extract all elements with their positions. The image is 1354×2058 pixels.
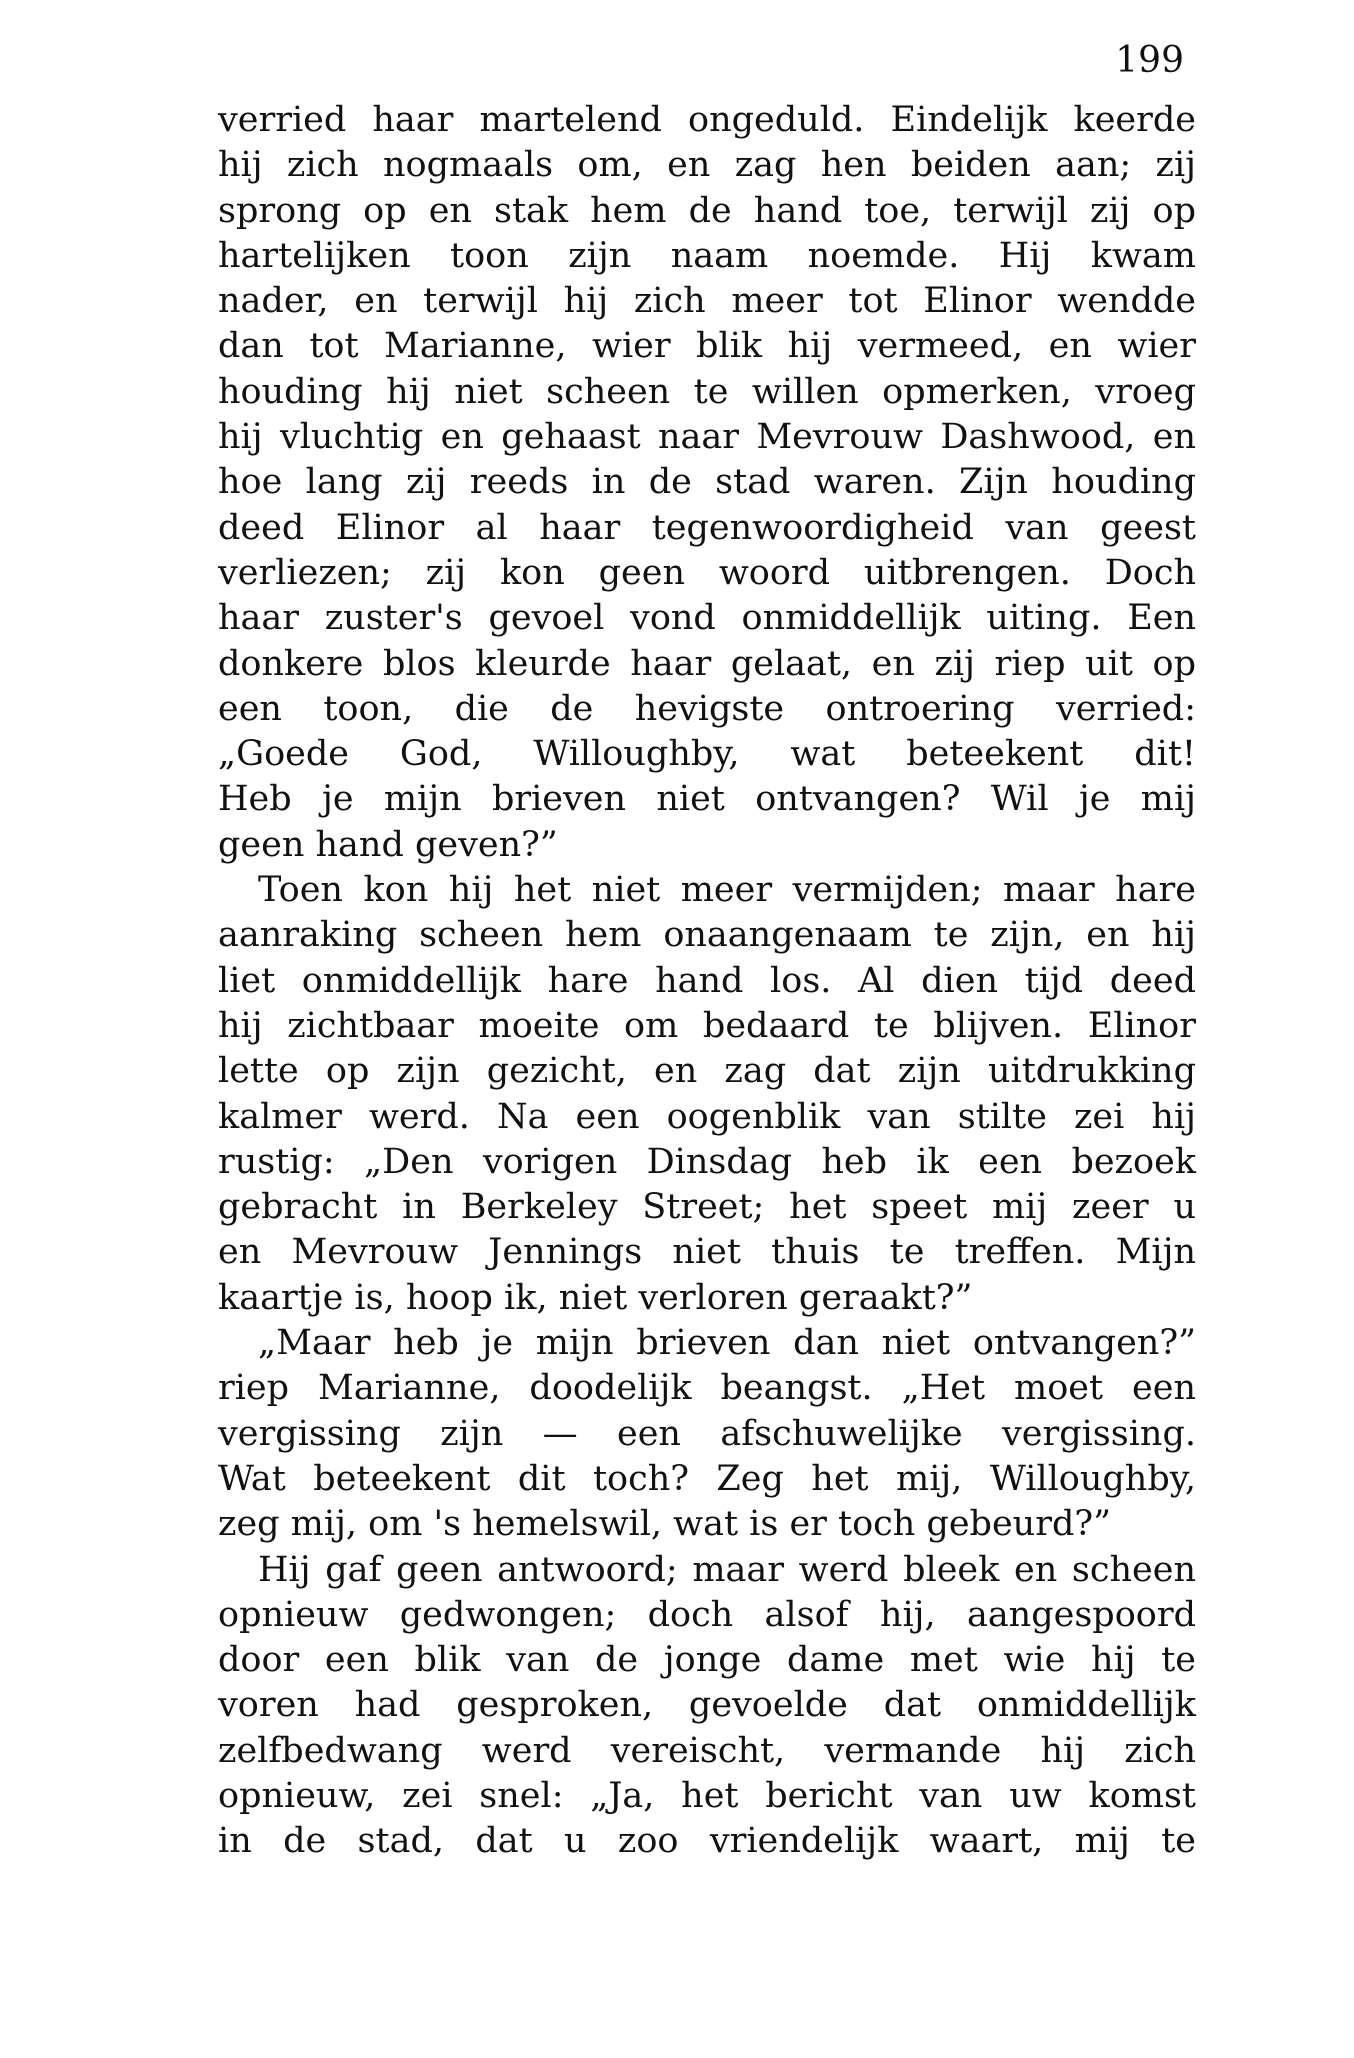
text-line: deed Elinor al haar tegenwoordigheid van geest: [218, 507, 1196, 548]
text-line: vergissing zijn — een afschuwelijke vergissing.: [218, 1413, 1196, 1454]
text-line: hij zichtbaar moeite om bedaard te blijven. Elinor: [218, 1005, 1196, 1046]
text-line: „Maar heb je mijn brieven dan niet ontvangen?”: [258, 1323, 1196, 1364]
body-text: [218, 98, 1196, 1865]
text-line: rustig: „Den vorigen Dinsdag heb ik een bezoek: [218, 1141, 1196, 1182]
text-line: haar zuster's gevoel vond onmiddellijk uiting. Een: [218, 598, 1196, 639]
text-line: door een blik van de jonge dame met wie hij te: [218, 1640, 1196, 1681]
text-line: Toen kon hij het niet meer vermijden; maar hare: [258, 870, 1196, 911]
text-line: en Mevrouw Jennings niet thuis te treffen. Mijn: [218, 1232, 1196, 1273]
text-line: riep Marianne, doodelijk beangst. „Het moet een: [218, 1368, 1196, 1409]
text-line: hartelijken toon zijn naam noemde. Hij kwam: [218, 235, 1196, 276]
text-line: hoe lang zij reeds in de stad waren. Zijn houding: [218, 462, 1196, 503]
text-line: een toon, die de hevigste ontroering verried:: [218, 688, 1196, 729]
text-line: gebracht in Berkeley Street; het speet mij zeer u: [218, 1187, 1196, 1228]
text-line: houding hij niet scheen te willen opmerken, vroeg: [218, 371, 1196, 412]
text-line: zelfbedwang werd vereischt, vermande hij zich: [218, 1730, 1196, 1771]
text-line: verried haar martelend ongeduld. Eindelijk keerde: [218, 100, 1196, 140]
text-line: Hij gaf geen antwoord; maar werd bleek en scheen: [258, 1549, 1196, 1590]
text-line: geen hand geven?”: [218, 824, 558, 865]
text-line: voren had gesproken, gevoelde dat onmiddellijk: [218, 1685, 1196, 1726]
text-line: Wat beteekent dit toch? Zeg het mij, Willoughby,: [218, 1458, 1196, 1499]
text-line: kalmer werd. Na een oogenblik van stilte zei hij: [218, 1096, 1196, 1137]
text-line: liet onmiddellijk hare hand los. Al dien tijd deed: [218, 960, 1196, 1001]
text-line: lette op zijn gezicht, en zag dat zijn uitdrukking: [218, 1051, 1196, 1092]
text-line: opnieuw gedwongen; doch alsof hij, aangespoord: [218, 1594, 1196, 1635]
text-line: Heb je mijn brieven niet ontvangen? Wil je mij: [218, 779, 1196, 820]
text-line: kaartje is, hoop ik, niet verloren geraakt?”: [218, 1277, 973, 1318]
text-line: sprong op en stak hem de hand toe, terwijl zij op: [218, 190, 1196, 231]
text-line: in de stad, dat u zoo vriendelijk waart, mij te: [218, 1821, 1196, 1862]
text-line: hij zich nogmaals om, en zag hen beiden aan; zij: [218, 145, 1196, 186]
text-line: donkere blos kleurde haar gelaat, en zij riep uit op: [218, 643, 1196, 684]
text-line: dan tot Marianne, wier blik hij vermeed, en wier: [218, 326, 1196, 367]
page-number: 199: [1115, 40, 1184, 81]
text-line: aanraking scheen hem onaangenaam te zijn, en hij: [218, 915, 1196, 956]
text-line: nader, en terwijl hij zich meer tot Elinor wendde: [218, 281, 1196, 322]
text-line: zeg mij, om 's hemelswil, wat is er toch gebeurd?”: [218, 1504, 1112, 1545]
text-line: „Goede God, Willoughby, wat beteekent dit!: [218, 734, 1196, 775]
text-line: hij vluchtig en gehaast naar Mevrouw Dashwood, en: [218, 417, 1196, 458]
text-line: opnieuw, zei snel: „Ja, het bericht van uw komst: [218, 1775, 1196, 1816]
text-line: verliezen; zij kon geen woord uitbrengen. Doch: [218, 552, 1196, 593]
